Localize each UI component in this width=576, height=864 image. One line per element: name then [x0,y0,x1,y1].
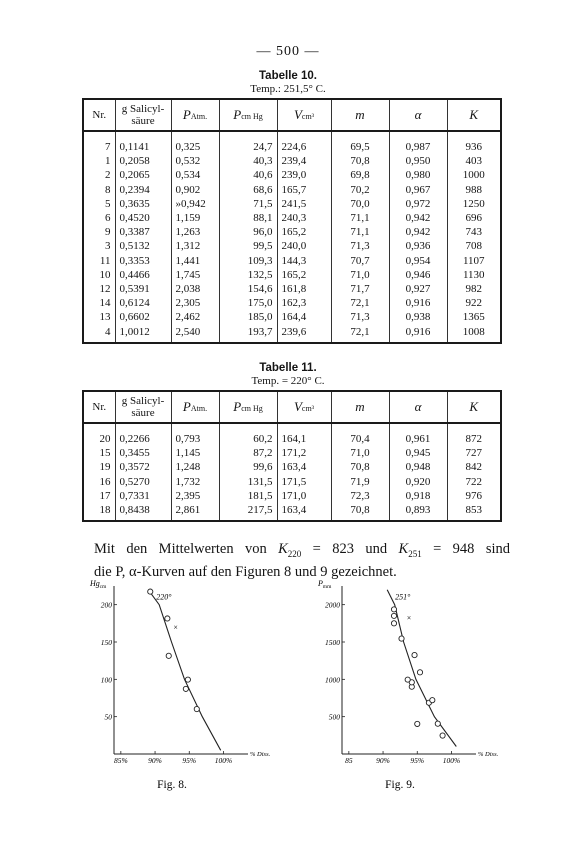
table-cell: 70,8 [331,154,389,168]
table-row [83,282,501,296]
header-g-salicylsaeure [115,99,171,131]
table-row [83,268,501,282]
table-cell: 131,5 [219,475,277,489]
table-cell: 70,4 [331,423,389,446]
table-row [83,197,501,211]
x-tick-label: 100% [442,756,461,765]
table-cell: 9 [105,226,111,239]
table-cell: 163,4 [277,460,331,474]
header-alpha: α [389,391,447,423]
data-point [417,670,422,675]
table-cell: 164,1 [277,423,331,446]
table-cell: 0,945 [389,446,447,460]
table-cell: 853 [447,503,501,521]
table-cell: 164,4 [277,310,331,324]
figure-caption: Fig. 9. [385,779,415,791]
table-cell: 0,325 [171,131,219,154]
table-cell: 0,7331 [115,489,171,503]
table-cell: 0,4466 [115,268,171,282]
data-point [165,616,170,621]
figure-8-chart [84,578,271,796]
table-cell: 71,3 [331,310,389,324]
table-cell: 0,950 [389,154,447,168]
table-row [83,310,501,324]
table-cell: 0,2058 [115,154,171,168]
table-cell: 70,2 [331,183,389,197]
table-cell: 2,305 [171,296,219,310]
table-row [83,225,501,239]
table-cell: 1,441 [171,254,219,268]
table-cell: 241,5 [277,197,331,211]
fitted-curve [387,590,456,747]
header-p-atm: PAtm. [171,391,219,423]
table-cell: 1107 [447,254,501,268]
table-cell: 1 [105,155,111,168]
table-cell: 15 [99,447,111,460]
x-tick-label: 95% [182,756,197,765]
data-point [148,589,153,594]
header-nr: Nr. [92,401,107,413]
table-cell: 2,395 [171,489,219,503]
table-cell: 0,3353 [115,254,171,268]
table-cell: 239,4 [277,154,331,168]
x-tick-label: 95% [410,756,425,765]
table11-body [83,423,501,521]
header-p-cm: Pcm Hg [219,391,277,423]
table-cell: 181,5 [219,489,277,503]
table-cell: 240,3 [277,211,331,225]
y-tick-label: 500 [328,712,340,722]
table-cell: 13 [99,311,111,324]
header-p-cm: Pcm Hg [219,99,277,131]
table-cell: 1,263 [171,225,219,239]
table10 [82,98,502,344]
table-cell: 71,5 [219,197,277,211]
table-cell: 70,7 [331,254,389,268]
table-cell: 1,145 [171,446,219,460]
table-cell: 217,5 [219,503,277,521]
temperature-annotation: 220° [156,592,172,602]
table11-subtitle: Temp. = 220° C. [251,375,325,387]
table-cell: 403 [447,154,501,168]
table-cell: 0,942 [389,225,447,239]
table-cell: 1,0012 [115,324,171,342]
table-cell: 1365 [447,310,501,324]
data-point [391,613,396,618]
table-cell: 0,916 [389,324,447,342]
x-tick-label: 100% [214,756,233,765]
y-tick-label: 100 [100,675,112,685]
table-cell: 193,7 [219,324,277,342]
table-cell: 743 [447,225,501,239]
table-cell: 69,8 [331,168,389,182]
table-cell: 71,1 [331,211,389,225]
table-cell: 2 [105,169,111,182]
table-cell: 69,5 [331,131,389,154]
y-axis-label: P [318,579,323,588]
table-row [83,131,501,154]
header-g-line2: säure [131,407,155,419]
table-cell: 132,5 [219,268,277,282]
outlier-point: × [406,613,412,623]
x-tick-label: 90% [148,756,162,765]
table-cell: 1250 [447,197,501,211]
table-cell: 1000 [447,168,501,182]
table-cell: 2,038 [171,282,219,296]
data-point [194,706,199,711]
table-cell: 12 [99,282,111,295]
table-row [83,154,501,168]
table-cell: 0,1141 [115,131,171,154]
table-cell: 24,7 [219,131,277,154]
table-cell: 60,2 [219,423,277,446]
table-cell: 71,3 [331,239,389,253]
table-row [83,460,501,474]
table-cell: 0,793 [171,423,219,446]
table-cell: 2,540 [171,324,219,342]
header-v: Vcm³ [277,99,331,131]
table-cell: 20 [99,433,111,446]
data-point [435,721,440,726]
table-cell: 0,6602 [115,310,171,324]
table-cell: 165,7 [277,183,331,197]
y-tick-label: 1500 [325,638,340,647]
table-cell: 0,948 [389,460,447,474]
table-cell: 4 [105,325,111,338]
table-cell: 0,942 [389,211,447,225]
table-row [83,489,501,503]
table-cell: 1,732 [171,475,219,489]
table-cell: 99,5 [219,239,277,253]
table-row [83,446,501,460]
figure-caption: Fig. 8. [157,779,187,791]
table-cell: 72,1 [331,324,389,342]
table-cell: 0,918 [389,489,447,503]
table-cell: 1,312 [171,239,219,253]
table-cell: 0,4520 [115,211,171,225]
table-cell: 72,1 [331,296,389,310]
table11 [82,390,502,522]
y-tick-label: 200 [100,600,112,610]
table-row [83,168,501,182]
data-point [391,607,396,612]
table-cell: 0,980 [389,168,447,182]
header-g-line2: säure [131,115,155,127]
table-cell: 11 [99,254,111,267]
table-cell: 0,916 [389,296,447,310]
table-cell: 696 [447,211,501,225]
table-cell: 99,6 [219,460,277,474]
table-cell: 14 [99,297,111,310]
data-point [183,686,188,691]
table-cell: 87,2 [219,446,277,460]
table-row [83,254,501,268]
x-tick-label: 90% [376,756,390,765]
table10-body [83,131,501,343]
table-cell: 40,3 [219,154,277,168]
table-cell: 5 [105,197,111,210]
table-cell: 0,2394 [115,183,171,197]
table-row [83,296,501,310]
table-cell: 71,7 [331,282,389,296]
table-cell: 0,967 [389,183,447,197]
table-cell: 185,0 [219,310,277,324]
table-cell: 70,8 [331,460,389,474]
table-cell: 872 [447,423,501,446]
table-cell: 0,920 [389,475,447,489]
table-cell: 0,534 [171,168,219,182]
table-cell: 224,6 [277,131,331,154]
header-m: m [331,391,389,423]
table-cell: 842 [447,460,501,474]
table-cell: 154,6 [219,282,277,296]
temperature-annotation: 251° [395,592,411,602]
x-axis-label: % Diss. [250,751,271,758]
table-cell: 16 [99,475,111,488]
table-cell: 18 [99,504,111,517]
table-row [83,211,501,225]
table-cell: 71,0 [331,268,389,282]
table-cell: 1130 [447,268,501,282]
x-tick-label: 85 [345,756,353,765]
table-cell: 0,3635 [115,197,171,211]
table-cell: 165,2 [277,225,331,239]
table-row [83,503,501,521]
table10-subtitle: Temp.: 251,5° C. [250,83,326,95]
paragraph-line2: die P, α-Kurven auf den Figuren 8 und 9 gezeichnet. [94,563,397,580]
y-axis-label: Hg [90,579,100,588]
table-cell: 1,745 [171,268,219,282]
table-cell: 922 [447,296,501,310]
table-cell: 0,961 [389,423,447,446]
table-cell: 96,0 [219,225,277,239]
table-cell: 239,0 [277,168,331,182]
table-cell: 0,2266 [115,423,171,446]
table-row [83,183,501,197]
header-g-line1: g Salicyl- [121,103,165,115]
table-cell: 0,3455 [115,446,171,460]
table-cell: 976 [447,489,501,503]
table-row [83,423,501,446]
table-cell: 988 [447,183,501,197]
data-point [166,653,171,658]
page-number: — 500 — [256,44,320,59]
data-point [440,733,445,738]
table-cell: 171,5 [277,475,331,489]
table-cell: 6 [105,212,111,225]
header-alpha: α [389,99,447,131]
table10-caption: Tabelle 10. [259,70,317,82]
table-cell: 708 [447,239,501,253]
table-row [83,239,501,253]
table-cell: 68,6 [219,183,277,197]
table-cell: 0,927 [389,282,447,296]
header-nr: Nr. [92,109,107,121]
table-cell: 19 [99,461,111,474]
table-cell: 0,987 [389,131,447,154]
table-cell: 727 [447,446,501,460]
y-axis-label-sub: mm [322,584,332,590]
table-cell: 3 [105,240,111,253]
table-cell: 240,0 [277,239,331,253]
table-row [83,475,501,489]
table-cell: 17 [99,489,111,502]
table-cell: 0,532 [171,154,219,168]
header-k: K [447,391,501,423]
y-tick-label: 2000 [325,600,340,610]
table-row [83,324,501,342]
table-cell: 0,936 [389,239,447,253]
header-g-salicylsaeure [115,391,171,423]
table-cell: 70,8 [331,503,389,521]
table-cell: 239,6 [277,324,331,342]
table-cell: 165,2 [277,268,331,282]
table-cell: 0,5132 [115,239,171,253]
table-cell: 2,462 [171,310,219,324]
y-axis-label-sub: cm [99,584,107,590]
table-cell: 10 [99,268,111,281]
header-k: K [447,99,501,131]
y-tick-label: 1000 [325,675,340,685]
header-m: m [331,99,389,131]
table-cell: 163,4 [277,503,331,521]
table-cell: 1008 [447,324,501,342]
table-cell: 0,5270 [115,475,171,489]
table-cell: 40,6 [219,168,277,182]
header-v: Vcm³ [277,391,331,423]
table-cell: 0,972 [389,197,447,211]
outlier-point: × [173,623,178,633]
table-cell: 0,954 [389,254,447,268]
table-cell: 71,0 [331,446,389,460]
table-cell: 1,159 [171,211,219,225]
data-point [185,677,190,682]
table-cell: 70,0 [331,197,389,211]
table-cell: 722 [447,475,501,489]
table-cell: 144,3 [277,254,331,268]
table-cell: 0,2065 [115,168,171,182]
table-cell: 175,0 [219,296,277,310]
table-cell: 109,3 [219,254,277,268]
y-tick-label: 50 [104,712,112,722]
table-cell: 0,6124 [115,296,171,310]
paragraph-line1: Mit den Mittelwerten von $K_{220} = 823$ und $K_{251} = 948$ sind [94,541,510,559]
table-cell: 0,902 [171,183,219,197]
table-cell: 72,3 [331,489,389,503]
fitted-curve [148,590,221,751]
header-g-line1: g Salicyl- [121,395,165,407]
table-cell: 0,3572 [115,460,171,474]
table-cell: 1,248 [171,460,219,474]
data-point [405,677,410,682]
table-cell: 161,8 [277,282,331,296]
data-point [391,621,396,626]
table-cell: 0,893 [389,503,447,521]
table-cell: 162,3 [277,296,331,310]
data-point [399,636,404,641]
table-cell: 171,0 [277,489,331,503]
table-cell: 8 [105,183,111,196]
table11-caption: Tabelle 11. [259,362,317,374]
table-cell: 0,5391 [115,282,171,296]
x-tick-label: 85% [113,756,128,765]
body-paragraph [94,540,510,581]
table-cell: 0,8438 [115,503,171,521]
x-axis-label: % Diss. [478,751,499,758]
table-cell: 0,946 [389,268,447,282]
table-cell: 982 [447,282,501,296]
data-point [415,721,420,726]
table-cell: 71,1 [331,225,389,239]
table-cell: 936 [447,131,501,154]
figure-9-chart [312,578,499,796]
table-cell: 0,3387 [115,225,171,239]
data-point [430,698,435,703]
table-cell: 171,2 [277,446,331,460]
table-cell: 2,861 [171,503,219,521]
data-point [412,652,417,657]
y-tick-label: 150 [100,638,112,647]
table-cell: 88,1 [219,211,277,225]
table-cell: 0,938 [389,310,447,324]
table-cell: 71,9 [331,475,389,489]
header-p-atm: PAtm. [171,99,219,131]
table-cell: 7 [105,141,111,154]
table-cell: »0,942 [171,197,219,211]
